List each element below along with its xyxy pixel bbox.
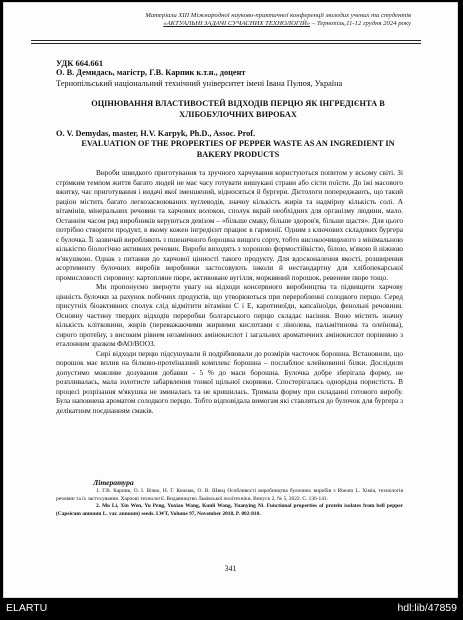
document-page [3,2,458,598]
repository-label: ELARTU [6,602,48,614]
body-paragraph-1: Вироби швидкого приготування та зручного харчування користуються попитом у всьому світі. Зі стрімким темпом життя багато людей не має часу готувати вишукані страви або сісти поїсти. До їжі масового вжитку, час приготування і видачі якої зменшений, відносяться й бургери. Дієтологи попереджають, що такий раціон містить багато легкозасвоюваних вуглеводів, значну кількість жирів та надмірну кількість солі. А вітамінів, мінеральних речовин та харчових волокон, сполук вкрай необхідних для організму людини, мало. Останнім часом ряд виробників керуються девізом – «більше смаку, більше здоров'я, більше щастя». Для цього потрібно створити продукт, в якому кожен інгредієнт працює в гармонії. Одним з ключових складових бургера є булочка. Її зазвичай виробляють з пшеничного борошна вищого сорту, тобто високоочищеного з мінімальною кількістю біологічно активних речовин. Вироби виходять з хорошою формостійкістю, білою, м'якою й ніжною м'якушкою. Однак з питання до харчової цінності такого продукту. Для вдосконалення якості, розширення асортименту булочних виробів виробники застосовують інколи й нестандартну для хлібопекарської промисловості сировину: картопляне пюре, активоване вугілля, морквяний порошок, ревеневе пюре тощо. [56,168,403,282]
page-number: 341 [224,564,237,573]
header-place-date: – Тернопіль,11-12 грудня 2024 року [310,20,411,28]
authors-english: O. V. Demydas, master, H.V. Karpyk, Ph.D., Assoc. Prof. [56,129,256,138]
body-paragraph-3: Сирі відходи перцю підсушували й подрібнювали до розмірів часточок борошна. Встановили, що порошок має вплив на білково-протеїназний комплекс борошна – послаблює клейковинні білки. Дослідили допустимо можливе дозування добавки - 5 % до маси борошна. Булочка добре зберігала форму, не розпливалась, мала золотисте забарвлення тонкої щільної скоринки. Спостерігалась однорідна пористість. В процесі розрізання м'якушка не зминалась та не кришилась. Тримала форму при складанні готового виробу. Була наповнена ароматом солодкого перцю. Тобто відповідала вимогам які ставляться до булочок для бургера з делікатним поєднанням смаків. [56,348,403,415]
references-heading: Література [93,478,134,487]
conference-header [31,12,411,29]
header-line-2 [31,20,411,28]
reference-item-1: 1. Г.В. Карпик, О. І. Вічко, Н. Г. Коючак, О. В. Швєц Особливості виробництва булочних виробів з Rheum L. Хімія, технологія речовин та їх застосування. Харчові технології. Видавництво Львівської політехніки, Випуск 2, № 5, 2022. С. 136-141. [56,488,403,502]
reference-item-2: 2. Mo Li, Xin Wen, Yu Peng, Yuxiao Wang, Kunli Wang, Yuanying Ni. Functional properties of protein isolates from bell pepper (Capsicum annuum L. var. annuum) seeds. LWT, Volume 97, November 2018, P. 802-810. [56,503,403,517]
authors-ukrainian: О. В. Демидась, магістр, Г.В. Карпик к.т.н., доцент [56,68,246,77]
header-divider-thick [31,43,421,44]
udk-code: УДК 664.661 [56,58,104,68]
title-english: EVALUATION OF THE PROPERTIES OF PEPPER WASTE AS AN INGREDIENT IN BAKERY PRODUCTS [81,139,395,159]
header-line-1: Матеріали XIII Міжнародної науково-практичної конференції молодих учених та студентів [145,12,411,19]
title-ukrainian: ОЦІНЮВАННЯ ВЛАСТИВОСТЕЙ ВІДХОДІВ ПЕРЦЮ ЯК ІНГРЕДІЄНТА В ХЛІБОБУЛОЧНИХ ВИРОБАХ [91,99,385,119]
article-body [56,168,403,415]
institution: Тернопільський національний технічний університет імені Івана Пулюя, Україна [56,79,343,88]
header-conference-name: «АКТУАЛЬНІ ЗАДАЧІ СУЧАСНИХ ТЕХНОЛОГІЙ» [163,20,311,28]
body-paragraph-2: Ми пропонуємо звернути увагу на відходи консервного виробництва та підвищити харчову цінність булочки за рахунок побічних продуктів, що утворюються при переробленні солодкого перцю. Серед присутніх біоактивних сполук слід відмітити вітаміни С і Е, каротиноїди, капсаїноїди, фенольні речовини. Основну частину твердих відходів переробки болгарського перцю складає насіння. Воно містить значну кількість клітковини, жирів (переважаючими жирними кислотами є лінолева, пальмітинова та олеїнова), сирого протеїну, з високим рівнем незамінних амінокислот і загальних ароматичних амінокислот порівняно з еталонним зразком ФАО/ВООЗ. [56,282,403,348]
references-list [56,488,403,518]
header-divider [31,40,421,41]
handle-identifier: hdl:lib/47859 [397,602,457,614]
